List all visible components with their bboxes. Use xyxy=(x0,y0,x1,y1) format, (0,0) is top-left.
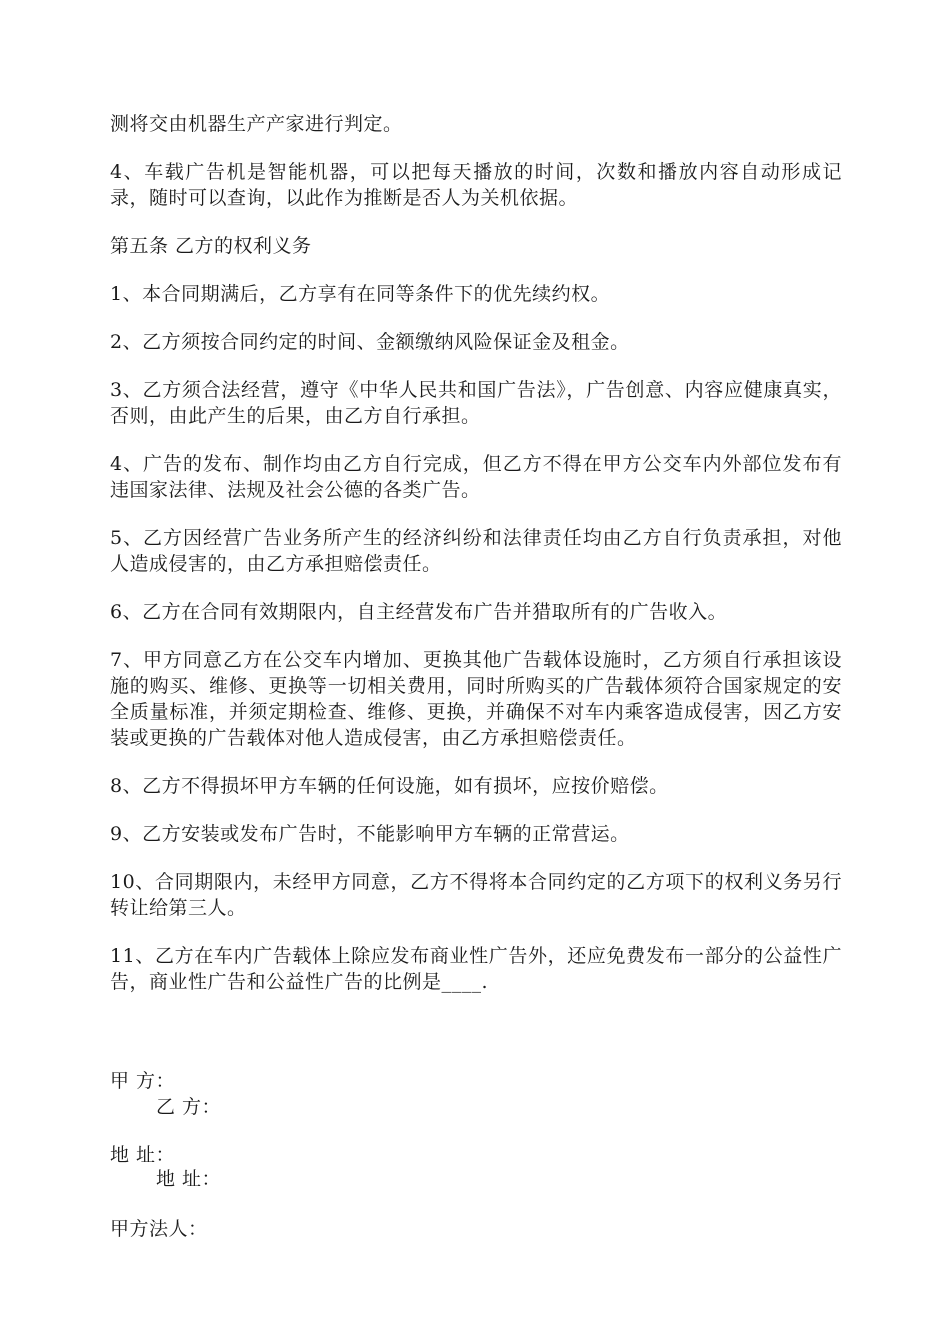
paragraph-clause-5: 5、乙方因经营广告业务所产生的经济纠纷和法律责任均由乙方自行负责承担，对他人造成侵害的，由乙方承担赔偿责任。 xyxy=(110,527,842,575)
paragraph-clause-9: 9、乙方安装或发布广告时，不能影响甲方车辆的正常营运。 xyxy=(110,823,630,845)
paragraph-clause-7: 7、甲方同意乙方在公交车内增加、更换其他广告载体设施时，乙方须自行承担该设施的购买、维修、更换等一切相关费用，同时所购买的广告载体须符合国家规定的安全质量标准，并须定期检查、维修、更换，并确保不对车内乘客造成侵害，因乙方安装或更换的广告载体对他人造成侵害，由乙方承担赔偿责任。 xyxy=(110,649,842,749)
paragraph-clause-4: 4、广告的发布、制作均由乙方自行完成，但乙方不得在甲方公交车内外部位发布有违国家法律、法规及社会公德的各类广告。 xyxy=(110,453,842,501)
legal-rep-a-label: 甲方法人： xyxy=(110,1218,208,1240)
paragraph-clause-3: 3、乙方须合法经营，遵守《中华人民共和国广告法》，广告创意、内容应健康真实，否则，由此产生的后果，由乙方自行承担。 xyxy=(110,379,842,427)
paragraph-clause-1: 1、本合同期满后，乙方享有在同等条件下的优先续约权。 xyxy=(110,283,611,305)
paragraph-clause-2: 2、乙方须按合同约定的时间、金额缴纳风险保证金及租金。 xyxy=(110,331,630,353)
paragraph-clause-8: 8、乙方不得损坏甲方车辆的任何设施，如有损坏，应按价赔偿。 xyxy=(110,775,669,797)
address-b-label: 地 址： xyxy=(156,1168,222,1190)
paragraph-continuation: 测将交由机器生产产家进行判定。 xyxy=(110,113,403,135)
address-a-label: 地 址： xyxy=(110,1144,176,1166)
paragraph-clause-11: 11、乙方在车内广告载体上除应发布商业性广告外，还应免费发布一部分的公益性广告，商业性广告和公益性广告的比例是____. xyxy=(110,945,842,993)
section-heading-article-5: 第五条 乙方的权利义务 xyxy=(110,235,312,257)
party-b-label: 乙 方： xyxy=(156,1096,222,1118)
paragraph-clause-6: 6、乙方在合同有效期限内，自主经营发布广告并猎取所有的广告收入。 xyxy=(110,601,728,623)
paragraph-clause-4-prev: 4、车载广告机是智能机器，可以把每天播放的时间，次数和播放内容自动形成记录，随时可以查询，以此作为推断是否人为关机依据。 xyxy=(110,161,842,209)
signature-block xyxy=(110,0,842,1344)
paragraph-clause-10: 10、合同期限内，未经甲方同意，乙方不得将本合同约定的乙方项下的权利义务另行转让给第三人。 xyxy=(110,871,842,919)
party-a-label: 甲 方： xyxy=(110,1070,176,1092)
